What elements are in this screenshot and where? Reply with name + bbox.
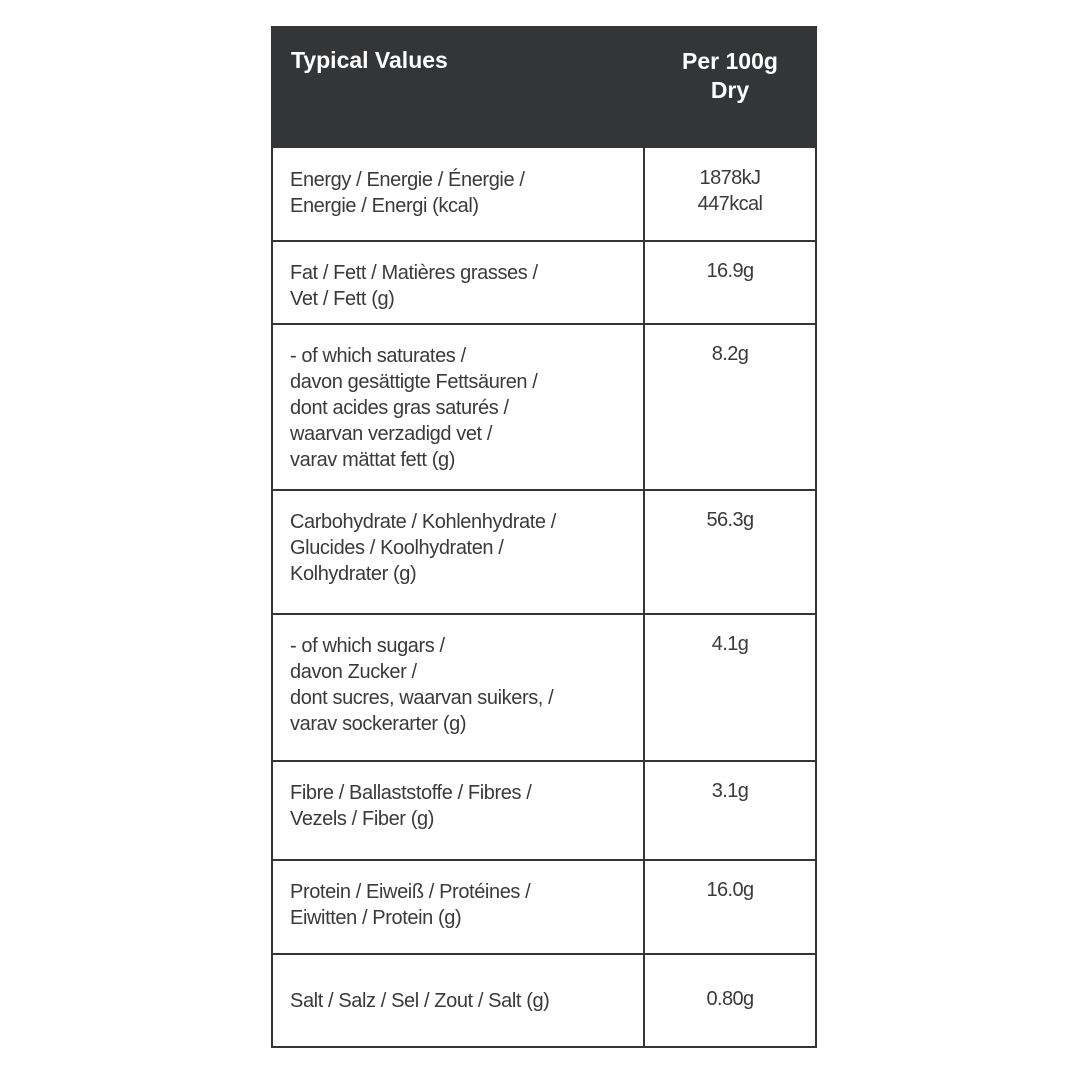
table-row-protein (273, 859, 815, 954)
row-value: 0.80g (706, 988, 754, 1010)
row-value: 56.3g (706, 509, 754, 531)
header-typical-values: Typical Values (291, 47, 448, 73)
row-value: 16.9g (706, 260, 754, 282)
table-row-saturates (273, 323, 815, 490)
table-row-fibre (273, 760, 815, 860)
row-label: Energy / Energie / Énergie / Energie / Energi (kcal) (290, 169, 525, 217)
row-value: 1878kJ 447kcal (697, 167, 763, 215)
nutrition-table (271, 26, 817, 1048)
row-value: 8.2g (711, 343, 749, 365)
row-label: Fibre / Ballaststoffe / Fibres / Vezels / Fiber (g) (290, 782, 532, 830)
table-row-sugars (273, 613, 815, 761)
table-row-carbohydrate (273, 489, 815, 614)
table-row-fat (273, 240, 815, 324)
table-row-salt (273, 953, 815, 1046)
row-label: - of which saturates / davon gesättigte Fettsäuren / dont acides gras saturés / waarvan verzadigd vet / varav mättat fett (g) (290, 345, 538, 471)
row-label: Salt / Salz / Sel / Zout / Salt (g) (290, 990, 550, 1012)
row-value: 3.1g (711, 780, 749, 802)
row-value: 16.0g (706, 879, 754, 901)
table-header (273, 28, 815, 148)
row-value: 4.1g (711, 633, 749, 655)
table-row-energy (273, 148, 815, 242)
row-label: Carbohydrate / Kohlenhydrate / Glucides / Koolhydraten / Kolhydrater (g) (290, 511, 556, 585)
header-per-100g-dry: Per 100g Dry (682, 48, 778, 103)
row-label: Fat / Fett / Matières grasses / Vet / Fett (g) (290, 262, 538, 310)
row-label: - of which sugars / davon Zucker / dont sucres, waarvan suikers, / varav sockerarter (g) (290, 635, 554, 735)
row-label: Protein / Eiweiß / Protéines / Eiwitten / Protein (g) (290, 881, 531, 929)
